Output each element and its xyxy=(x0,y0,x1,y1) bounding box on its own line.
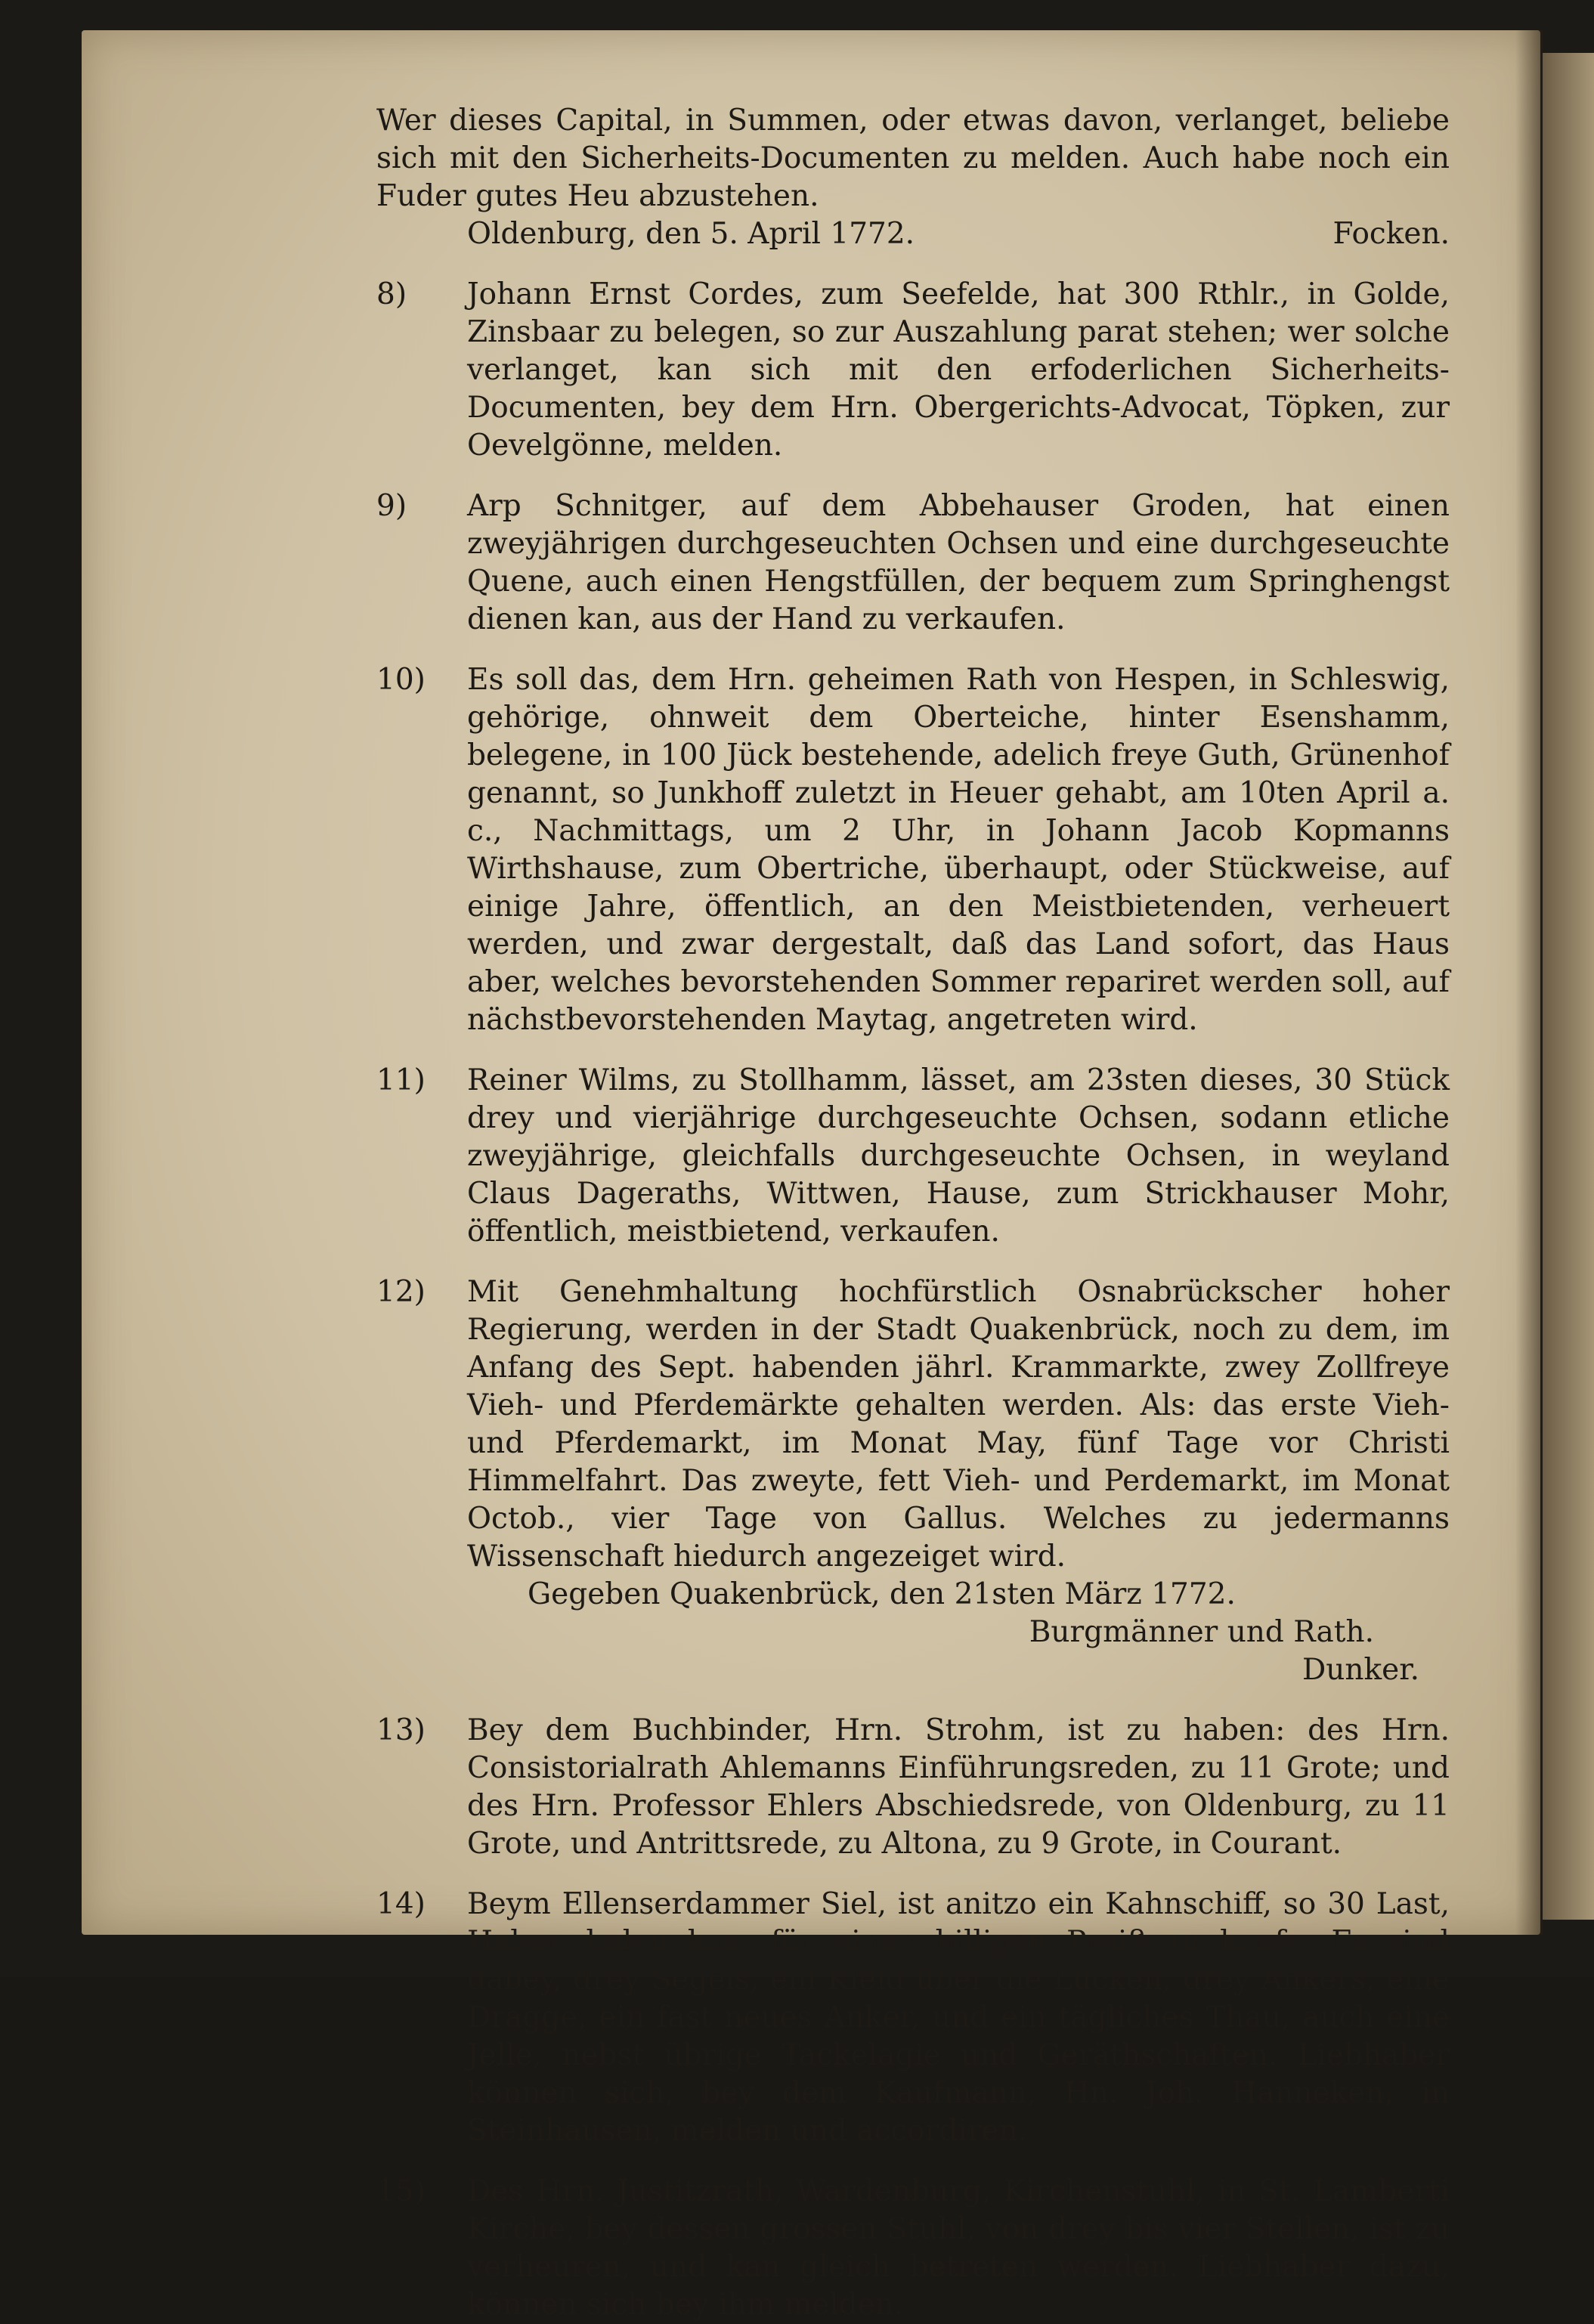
entry-9 xyxy=(376,487,1450,639)
entry-10 xyxy=(376,661,1450,1039)
entry-13 xyxy=(376,1712,1450,1863)
entry-text: Mit Genehmhaltung hochfürstlich Osnabrückscher hoher Regierung, werden in der Stadt Quakenbrück, noch zu dem, im Anfang des Sept. habenden jährl. Krammarkte, zwey Zollfreye Vieh- und Pferdemärkte gehalten werden. Als: das erste Vieh- und Pferdemarkt, im Monat May, fünf Tage vor Christi Himmelfahrt. Das zweyte, fett Vieh- und Perdemarkt, im Monat Octob., vier Tage von Gallus. Welches zu jedermanns Wissenschaft hiedurch angezeiget wird. xyxy=(467,1275,1450,1574)
entry-number: 11) xyxy=(376,1063,426,1097)
entry-number: 13) xyxy=(376,1713,426,1747)
entry-text: Des Hrn. Justitzrath, Wardenburg, Kirchenstuhl, in St. Lamberti Kirche, bey dessen grossen Stuhl, von drey bis vier Stellen, ist zu verheuren, und kan gleich betreten werden. Liebhaber dazu, können sich bey ihm melden. xyxy=(467,2174,1450,2322)
intro-signature: Focken. xyxy=(1332,217,1450,251)
entry-8 xyxy=(376,276,1450,465)
intro-dateline: Oldenburg, den 5. April 1772. xyxy=(467,217,915,251)
page-gutter-shadow xyxy=(1515,30,1543,1935)
page-text xyxy=(376,102,1450,2324)
entry-number: 15) xyxy=(376,2174,426,2208)
entry-signer-council: Burgmänner und Rath. xyxy=(1029,1615,1374,1649)
entry-text: Reiner Wilms, zu Stollhamm, lässet, am 23sten dieses, 30 Stück drey und vierjährige durchgeseuchte Ochsen, sodann etliche zweyjährige, gleichfalls durchgeseuchte Ochsen, in weyland Claus Dageraths, Wittwen, Hause, zum Strickhauser Mohr, öffentlich, meistbietend, verkaufen. xyxy=(467,1063,1450,1249)
entry-12 xyxy=(376,1273,1450,1689)
entry-signer-name: Dunker. xyxy=(1302,1653,1419,1687)
entry-number: 14) xyxy=(376,1887,426,1921)
entry-15 xyxy=(376,2173,1450,2324)
entry-text: Bey dem Buchbinder, Hrn. Strohm, ist zu haben: des Hrn. Consistorialrath Ahlemanns Einführungsreden, zu 11 Grote; und des Hrn. Professor Ehlers Abschiedsrede, von Oldenburg, zu 11 Grote, und Antrittsrede, zu Altona, zu 9 Grote, in Courant. xyxy=(467,1713,1450,1861)
entry-number: 8) xyxy=(376,277,407,311)
entry-14 xyxy=(376,1886,1450,2150)
entry-number: 12) xyxy=(376,1275,426,1309)
entry-text: Johann Ernst Cordes, zum Seefelde, hat 300 Rthlr., in Golde, Zinsbaar zu belegen, so zur Auszahlung parat stehen; wer solche verlanget, kan sich mit den erfoderlichen Sicherheits-Documenten, bey dem Hrn. Obergerichts-Advocat, Töpken, zur Oevelgönne, melden. xyxy=(467,277,1450,463)
entry-dateline: Gegeben Quakenbrück, den 21sten März 1772. xyxy=(528,1577,1236,1611)
entry-11 xyxy=(376,1062,1450,1251)
intro-footer xyxy=(376,215,1450,253)
entry-text: Es soll das, dem Hrn. geheimen Rath von Hespen, in Schleswig, gehörige, ohnweit dem Oberteiche, hinter Esenshamm, belegene, in 100 Jück bestehende, adelich freye Guth, Grünenhof genannt, so Junkhoff zuletzt in Heuer gehabt, am 10ten April a. c., Nachmittags, um 2 Uhr, in Johann Jacob Kopmanns Wirthshause, zum Obertriche, überhaupt, oder Stückweise, auf einige Jahre, öffentlich, an den Meistbietenden, verheuert werden, und zwar dergestalt, daß das Land sofort, das Haus aber, welches bevorstehenden Sommer repariret werden soll, auf nächstbevorstehenden Maytag, angetreten wird. xyxy=(467,663,1450,1037)
entry-text: Arp Schnitger, auf dem Abbehauser Groden, hat einen zweyjährigen durchgeseuchten Ochsen und eine durchgeseuchte Quene, auch einen Hengstfüllen, der bequem zum Springhengst dienen kan, aus der Hand zu verkaufen. xyxy=(467,489,1450,636)
entry-number: 10) xyxy=(376,663,426,697)
entry-number: 9) xyxy=(376,489,407,523)
entry-text: Beym Ellenserdammer Siel, ist anitzo ein Kahnschiff, so 30 Last, Haber, laden kan, für einen billigen Preiß zu kaufe. Es sind dabey, drey Segels, ein Kleid über die Lucken, drey Ankers, eine Dragge, ein fast neues Anker, und ein tägliches Thau, auch eine Jelle, nebst übrige Tackelagie und Geräthschaften. Liebhaber können sich, bey dem Kaufmann, Hn. Joh. Hanneken, in Steinhausen, melden und accordiren. xyxy=(467,1887,1450,2148)
facing-page-edge xyxy=(1543,53,1594,1920)
intro-paragraph: Wer dieses Capital, in Summen, oder etwas davon, verlanget, beliebe sich mit den Sicherheits-Documenten zu melden. Auch habe noch ein Fuder gutes Heu abzustehen. xyxy=(376,104,1450,213)
